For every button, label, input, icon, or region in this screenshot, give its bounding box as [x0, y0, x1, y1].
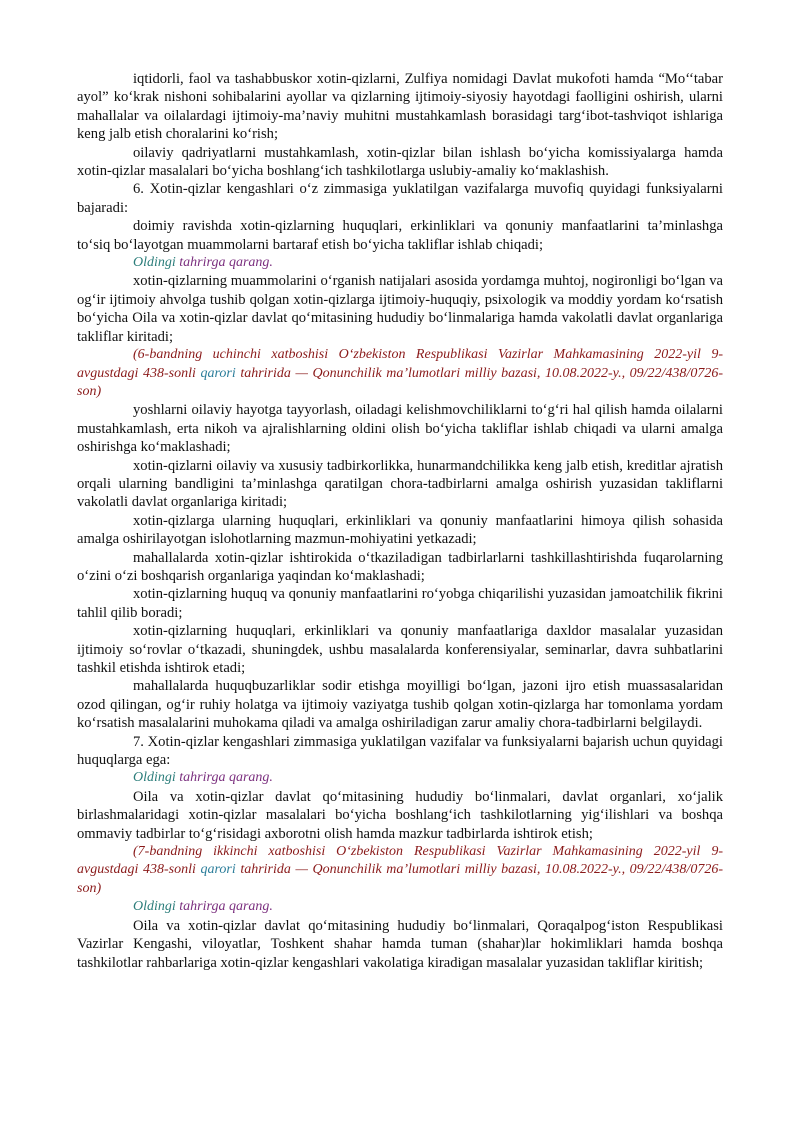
paragraph: oilaviy qadriyatlarni mustahkamlash, xotin-qizlar bilan ishlash bo‘yicha komissiyalarga hamda xotin-qizlar masalalari bo‘yicha boshlang‘ich tashkilotlarga uslubiy-amaliy ko‘maklashish. — [77, 144, 723, 180]
see-prior-rest[interactable]: tahrirga qarang. — [175, 770, 273, 786]
paragraph: xotin-qizlarning muammolarini o‘rganish natijalari asosida yordamga muhtoj, nogironligi bo‘lgan va og‘ir ijtimoiy ahvolga tushib qolgan xotin-qizlarga ijtimoiy-huquqiy, psixologik va moddiy yordam ko‘rsatish bo‘yicha Oila va xotin-qizlar davlat qo‘mitasining hududiy bo‘linmalariga hamda vakolatli davlat organlariga takliflar kiritadi; — [77, 273, 723, 345]
paragraph: xotin-qizlarga ularning huquqlari, erkinliklari va qonuniy manfaatlarini himoya qilish sohasida amalga oshirilayotgan islohotlarning mazmun-mohiyatini yetkazadi; — [77, 512, 723, 548]
see-prior-rest[interactable]: tahrirga qarang. — [175, 255, 273, 271]
paragraph: doimiy ravishda xotin-qizlarning huquqlari, erkinliklari va qonuniy manfaatlarini ta’minlashga to‘siq bo‘layotgan muammolarni bartaraf etish bo‘yicha takliflar ishlab chiqadi; — [77, 218, 723, 253]
amendment-note-text: (6-bandning uchinchi xatboshisi O‘zbekiston Respublikasi Vazirlar Mahkamasining 2022-yil 9-avgustdagi 438-sonli — [77, 347, 723, 381]
amendment-note — [77, 346, 723, 401]
see-prior-lead[interactable]: Oldingi — [133, 255, 176, 271]
paragraph: mahallalarda huquqbuzarliklar sodir etishga moyilligi bo‘lgan, jazoni ijro etish muassasalaridan ozod qilingan, og‘ir ruhiy holatga va ijtimoiy vaziyatga tushib qolgan xotin-qizlarga har tomonlama yordam ko‘rsatish masalalarini muhokama qiladi va amalga oshiriladigan zarur amaliy chora-tadbirlarni belgilaydi. — [77, 678, 723, 732]
amendment-note — [77, 843, 723, 898]
see-prior-edition-link[interactable] — [77, 769, 723, 787]
paragraph: Oila va xotin-qizlar davlat qo‘mitasining hududiy bo‘linmalari, davlat organlari, xo‘jalik birlashmalaridagi xotin-qizlar masalalari bo‘yicha boshlang‘ich tashkilotlarning yig‘ilishlari va boshqa ommaviy tadbirlar to‘g‘risidagi axborotni olish hamda mazkur tadbirlarda ishtirok etish; — [77, 788, 723, 842]
amendment-note-text: (7-bandning ikkinchi xatboshisi O‘zbekiston Respublikasi Vazirlar Mahkamasining 2022-yil 9-avgustdagi 438-sonli — [77, 844, 723, 878]
see-prior-rest[interactable]: tahrirga qarang. — [175, 899, 273, 915]
paragraph: iqtidorli, faol va tashabbuskor xotin-qizlarni, Zulfiya nomidagi Davlat mukofoti hamda “Mo‘‘tabar ayol” ko‘krak nishoni sohibalarini ayollar va qizlarning ijtimoiy-siyosiy hayotdagi faolligini oshirish, ularni mahallalar va oilalardagi ijtimoiy-ma’naviy muhitni mustahkamlash borasidagi targ‘ibot-tashviqot ishlariga keng jalb etish choralarini ko‘rish; — [77, 71, 723, 143]
paragraph: xotin-qizlarni oilaviy va xususiy tadbirkorlikka, hunarmandchilikka keng jalb etish, kreditlar ajratish orqali ularning bandligini ta’minlashga qaratilgan chora-tadbirlarni amalga oshirish yuzasidan takliflarni vakolatli davlat organlariga kiritadi; — [77, 457, 723, 511]
paragraph: xotin-qizlarning huquq va qonuniy manfaatlarini ro‘yobga chiqarilishi yuzasidan jamoatchilik fikrini tahlil qilib boradi; — [77, 586, 723, 621]
paragraph: mahallalarda xotin-qizlar ishtirokida o‘tkaziladigan tadbirlarlarni tashkillashtirishda fuqarolarning o‘zini o‘zi boshqarish organlariga yaqindan ko‘maklashadi; — [77, 549, 723, 584]
paragraph: xotin-qizlarning huquqlari, erkinliklari va qonuniy manfaatlariga daxldor masalalar yuzasidan ijtimoiy so‘rovlar o‘tkazadi, shuningdek, ushbu masalalarda konferensiyalar, seminarlar, davra suhbatlarini tashkil etishda ishtirok etadi; — [77, 623, 723, 676]
see-prior-edition-link[interactable] — [77, 254, 723, 272]
see-prior-lead[interactable]: Oldingi — [133, 770, 176, 786]
amendment-note-text: tahririda — Qonunchilik ma’lumotlari milliy bazasi, 10.08.2022-y., 09/22/438/0726-son) — [77, 862, 723, 896]
paragraph: 7. Xotin-qizlar kengashlari zimmasiga yuklatilgan vazifalar va funksiyalarni bajarish uchun quyidagi huquqlarga ega: — [77, 733, 723, 769]
document-page — [77, 70, 723, 972]
paragraph: yoshlarni oilaviy hayotga tayyorlash, oiladagi kelishmovchiliklarni to‘g‘ri hal qilish hamda oilalarni mustahkamlash, erta nikoh va ajralishlarning oldini olish bo‘yicha takliflar ishlab chiqadi va ularni amalga oshirishga ko‘maklashadi; — [77, 402, 723, 456]
see-prior-lead[interactable]: Oldingi — [133, 899, 176, 915]
resolution-link[interactable]: qarori — [200, 862, 236, 878]
see-prior-edition-link[interactable] — [77, 898, 723, 916]
amendment-note-text: tahririda — Qonunchilik ma’lumotlari milliy bazasi, 10.08.2022-y., 09/22/438/0726-son) — [77, 365, 723, 399]
paragraph: 6. Xotin-qizlar kengashlari o‘z zimmasiga yuklatilgan vazifalarga muvofiq quyidagi funksiyalarni bajaradi: — [77, 181, 723, 216]
resolution-link[interactable]: qarori — [200, 365, 236, 381]
paragraph: Oila va xotin-qizlar davlat qo‘mitasining hududiy bo‘linmalari, Qoraqalpog‘iston Respublikasi Vazirlar Kengashi, viloyatlar, Toshkent shahar hamda tuman (shahar)lar hokimliklari hamda boshqa tashkilotlar rahbarlariga xotin-qizlar kengashlari vakolatiga kiradigan masalalar yuzasidan takliflar kiritish; — [77, 917, 723, 971]
